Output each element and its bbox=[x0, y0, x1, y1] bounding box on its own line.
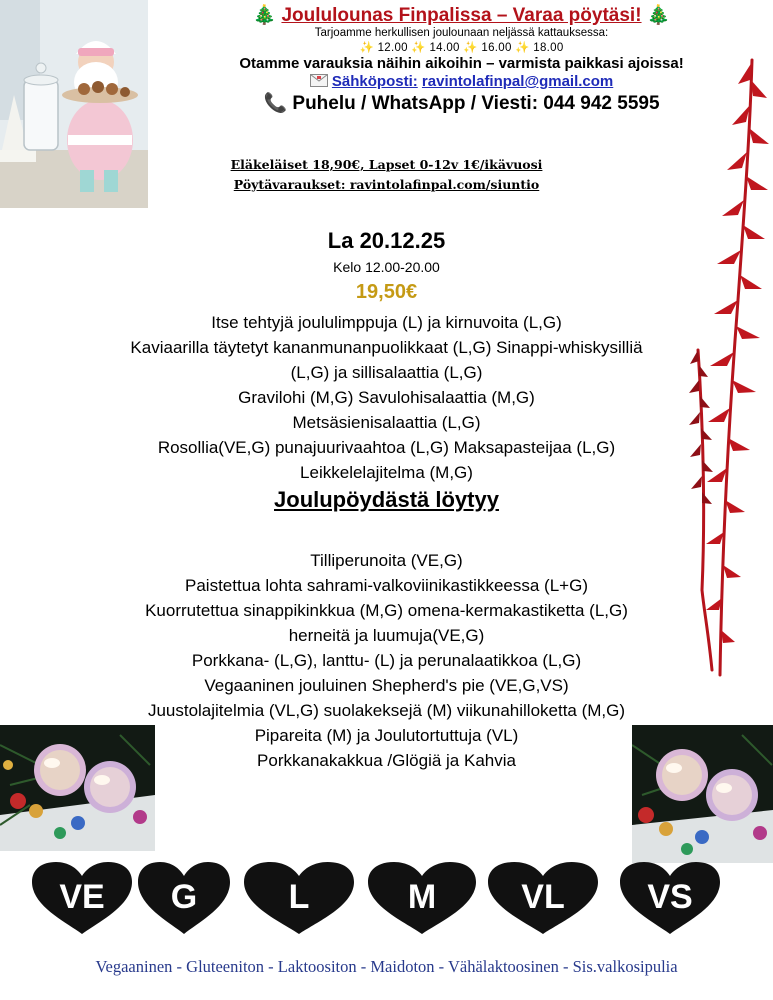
menu-item: Porkkanakakkua /Glögiä ja Kahvia bbox=[257, 751, 516, 770]
diet-badge-vs bbox=[620, 862, 720, 934]
diet-badge-label: G bbox=[170, 878, 198, 916]
email-label: Sähköposti: bbox=[331, 73, 418, 90]
menu-item: Pipareita (M) ja Joulutortuttuja (VL) bbox=[254, 726, 519, 745]
phone-text[interactable]: Puhelu / WhatsApp / Viesti: 044 942 5595 bbox=[292, 93, 660, 114]
diet-legend: Vegaaninen - Gluteeniton - Laktoositon - Maidoton - Vähälaktoosinen - Sis.valkosipulia bbox=[95, 957, 678, 976]
christmas-tree-icon: 🎄 bbox=[646, 5, 671, 26]
menu-item: herneitä ja luumuja(VE,G) bbox=[288, 626, 485, 645]
menu-item: Leikkelelajitelma (M,G) bbox=[300, 463, 473, 482]
christmas-tree-icon: 🎄 bbox=[252, 5, 277, 26]
santa-figurine-photo bbox=[0, 0, 148, 208]
menu-item: Metsäsienisalaattia (L,G) bbox=[292, 413, 481, 432]
menu-section-1 bbox=[0, 310, 773, 485]
email-link[interactable]: ravintolafinpal@gmail.com bbox=[421, 73, 614, 90]
diet-badge-label: M bbox=[407, 878, 437, 916]
sparkle-icon: ✨ bbox=[411, 42, 426, 54]
menu-item: Kaviaarilla täytetyt kananmunanpuolikkaat (L,G) Sinappi-whiskysilliä bbox=[130, 338, 643, 357]
price-info: Eläkeläiset 18,90€, Lapset 0-12v 1€/ikävuosi bbox=[230, 157, 543, 172]
diet-badge-ve bbox=[32, 862, 132, 934]
diet-badge-label: VE bbox=[59, 878, 105, 916]
section-heading: Joulupöydästä löytyy bbox=[274, 487, 499, 512]
phone-icon: 📞 bbox=[263, 93, 288, 114]
sparkle-icon: ✨ bbox=[515, 42, 530, 54]
diet-badge-g bbox=[138, 862, 238, 934]
intro-text: Tarjoamme herkullisen joulounaan neljässä kattauksessa: bbox=[314, 27, 609, 39]
event-title bbox=[150, 3, 773, 27]
reservation-note: Otamme varauksia näihin aikoihin – varmista paikkasi ajoissa! bbox=[239, 55, 684, 72]
menu-item: Kuorrutettua sinappikinkkua (M,G) omena-kermakastiketta (L,G) bbox=[145, 601, 628, 620]
title-text: Joululounas Finpalissa – Varaa pöytäsi! bbox=[281, 5, 642, 26]
sparkle-icon: ✨ bbox=[463, 42, 478, 54]
seating-time: 14.00 bbox=[429, 42, 460, 54]
envelope-icon bbox=[310, 74, 328, 87]
seating-time: 12.00 bbox=[377, 42, 408, 54]
menu-item: Paistettua lohta sahrami-valkoviinikastikkeessa (L+G) bbox=[185, 576, 588, 595]
diet-badge-row bbox=[0, 862, 773, 942]
menu-item: Tilliperunoita (VE,G) bbox=[310, 551, 463, 570]
event-date: La 20.12.25 bbox=[327, 228, 446, 253]
menu-item: Gravilohi (M,G) Savulohisalaattia (M,G) bbox=[238, 388, 535, 407]
diet-badge-m bbox=[368, 862, 476, 934]
diet-badge-label: VS bbox=[647, 878, 693, 916]
diet-badge-label: VL bbox=[521, 878, 565, 916]
seating-time: 16.00 bbox=[481, 42, 512, 54]
ornaments-photo-left bbox=[0, 725, 155, 851]
diet-badge-vl bbox=[488, 862, 598, 934]
menu-item: Vegaaninen jouluinen Shepherd's pie (VE,G,VS) bbox=[204, 676, 569, 695]
ornaments-photo-right bbox=[632, 725, 773, 863]
diet-badge-label: L bbox=[288, 878, 310, 916]
menu-item: Juustolajitelmia (VL,G) suolakeksejä (M) viikunahilloketta (M,G) bbox=[147, 701, 626, 720]
booking-website[interactable]: Pöytävaraukset: ravintolafinpal.com/siuntio bbox=[233, 177, 540, 192]
sparkle-icon: ✨ bbox=[359, 42, 375, 54]
menu-item: Porkkana- (L,G), lanttu- (L) ja perunalaatikkoa (L,G) bbox=[191, 651, 582, 670]
lunch-price: 19,50€ bbox=[355, 281, 418, 303]
menu-item: Rosollia(VE,G) punajuurivaahtoa (L,G) Maksapasteijaa (L,G) bbox=[157, 438, 616, 457]
menu-item: Itse tehtyjä joululimppuja (L) ja kirnuvoita (L,G) bbox=[211, 313, 562, 332]
event-hours: Kelo 12.00-20.00 bbox=[333, 259, 440, 275]
seating-time: 18.00 bbox=[533, 42, 564, 54]
menu-item: (L,G) ja sillisalaattia (L,G) bbox=[290, 363, 483, 382]
diet-badge-l bbox=[244, 862, 354, 934]
